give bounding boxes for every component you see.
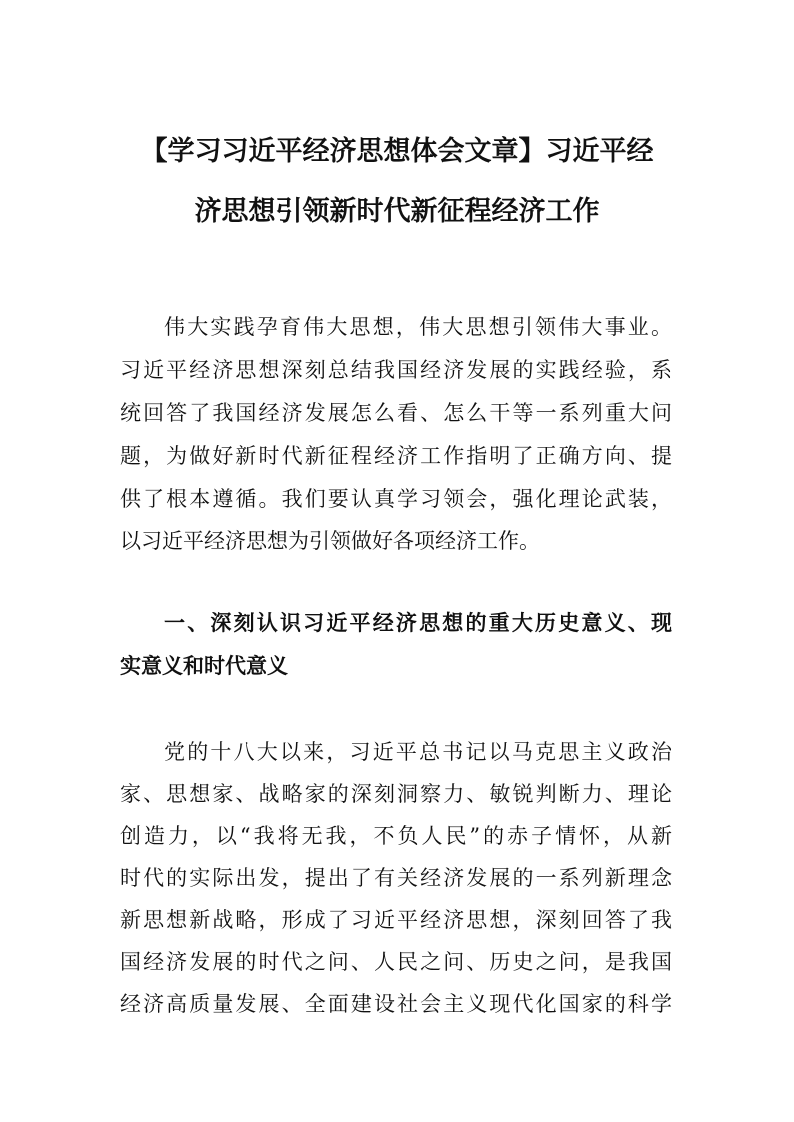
text-line: 统回答了我国经济发展怎么看、怎么干等一系列重大问 [120, 401, 672, 425]
text-line: 题，为做好新时代新征程经济工作指明了正确方向、提 [120, 444, 672, 468]
document-title-line-2: 济思想引领新时代新征程经济工作 [194, 196, 600, 227]
heading-line: 一、深刻认识习近平经济思想的重大历史意义、现 [164, 611, 672, 635]
text-line: 家、思想家、战略家的深刻洞察力、敏锐判断力、理论 [120, 782, 672, 806]
text-line: 党的十八大以来，习近平总书记以马克思主义政治 [164, 740, 672, 764]
text-line: 供了根本遵循。我们要认真学习领会，强化理论武装， [120, 487, 672, 511]
document-title-line-1: 【学习习近平经济思想体会文章】习近平经 [140, 136, 654, 167]
text-line: 新思想新战略，形成了习近平经济思想，深刻回答了我 [120, 908, 672, 932]
text-line: 以习近平经济思想为引领做好各项经济工作。 [120, 529, 540, 553]
heading-line: 实意义和时代意义 [120, 654, 288, 678]
text-line: 时代的实际出发，提出了有关经济发展的一系列新理念 [120, 866, 672, 890]
text-line: 创造力，以“我将无我，不负人民”的赤子情怀，从新 [120, 824, 672, 848]
text-line: 伟大实践孕育伟大思想，伟大思想引领伟大事业。 [164, 315, 672, 339]
text-line: 国经济发展的时代之问、人民之问、历史之问，是我国 [120, 950, 672, 974]
text-line: 经济高质量发展、全面建设社会主义现代化国家的科学 [120, 992, 672, 1016]
text-line: 习近平经济思想深刻总结我国经济发展的实践经验，系 [120, 358, 672, 382]
